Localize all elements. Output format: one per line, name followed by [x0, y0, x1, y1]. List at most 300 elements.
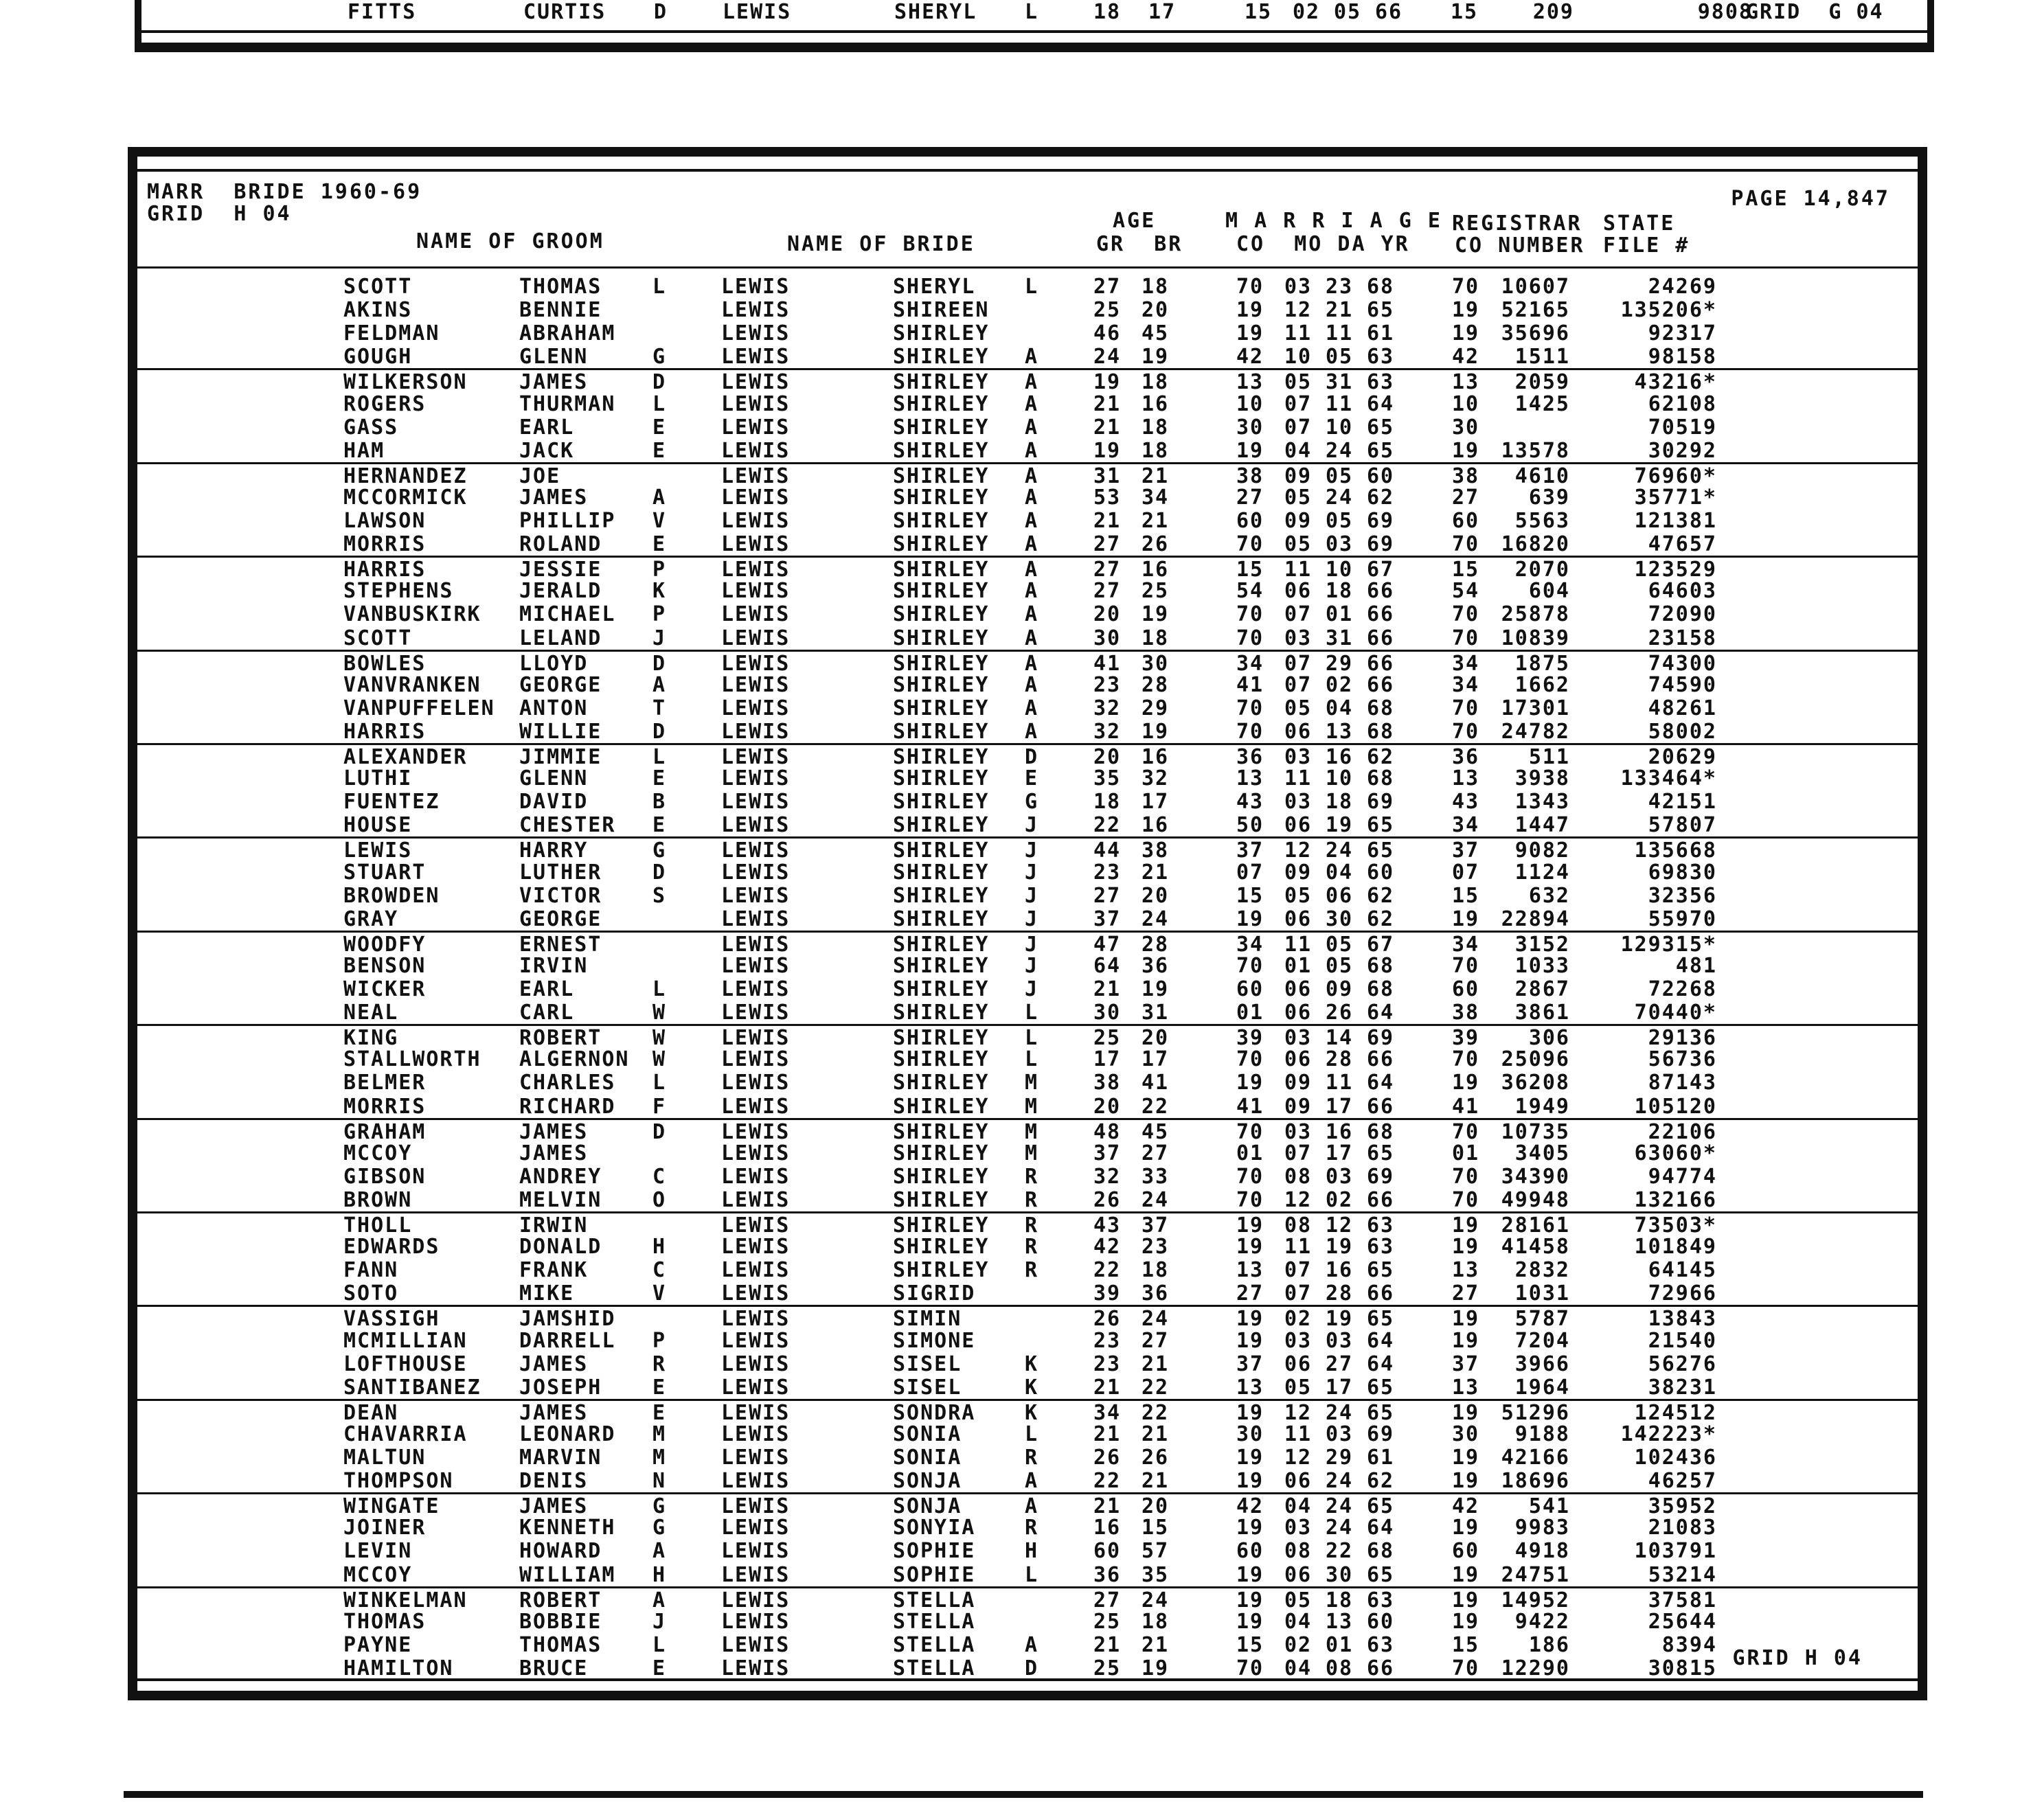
registrar-subheader: CO NUMBER	[1455, 233, 1585, 258]
table-row	[137, 1399, 1918, 1425]
header-rule	[137, 266, 1918, 269]
marriage-year: 65	[1367, 1141, 1395, 1165]
age-groom: 17	[1093, 1047, 1122, 1072]
bride-initial: H	[1025, 1539, 1039, 1564]
marriage-year: 60	[1367, 860, 1395, 885]
bride-surname: LEWIS	[721, 298, 791, 323]
bride-given-name: SHIRLEY	[893, 1026, 990, 1051]
registrar-number: 28161	[1501, 1213, 1570, 1238]
age-groom: 20	[1093, 1094, 1122, 1119]
marriage-year: 65	[1367, 1400, 1395, 1425]
bride-given-name: SHIRLEY	[893, 532, 990, 557]
registrar-county: 43	[1452, 790, 1480, 814]
registrar-number: 12290	[1501, 1656, 1570, 1680]
groom-given-name: IRVIN	[519, 953, 589, 978]
bride-surname: LEWIS	[721, 1307, 791, 1332]
bride-surname: LEWIS	[721, 932, 791, 957]
marriage-month: 07	[1284, 651, 1313, 676]
age-groom: 38	[1093, 1071, 1122, 1095]
marriage-county: 19	[1236, 1469, 1264, 1494]
marriage-day: 02	[1326, 1187, 1354, 1212]
groom-surname: GRAHAM	[343, 1119, 427, 1144]
registrar-number: 9983	[1514, 1516, 1570, 1540]
marriage-day: 24	[1326, 1494, 1354, 1519]
groom-given-name: CURTIS	[523, 0, 606, 24]
groom-given-name: JERALD	[519, 579, 602, 604]
registrar-county: 15	[1452, 558, 1480, 582]
bride-given-name: SHIRLEY	[893, 813, 990, 838]
age-groom: 27	[1093, 558, 1122, 582]
bride-surname: LEWIS	[721, 1539, 791, 1564]
age-groom: 19	[1093, 370, 1122, 395]
registrar-number: 209	[1532, 0, 1574, 24]
registrar-county: 13	[1452, 766, 1480, 791]
groom-initial: G	[652, 1494, 667, 1519]
table-row	[137, 1446, 1918, 1469]
groom-given-name: ABRAHAM	[519, 321, 616, 346]
marriage-day: 09	[1326, 977, 1354, 1001]
groom-initial: F	[652, 1094, 667, 1119]
groom-initial: R	[652, 1352, 667, 1376]
age-bride: 30	[1142, 651, 1170, 676]
marriage-county: 37	[1236, 839, 1264, 863]
registrar-county: 19	[1452, 1213, 1480, 1238]
bride-given-name: SIMONE	[893, 1328, 976, 1353]
groom-surname: SCOTT	[343, 626, 413, 650]
state-file-number: 73503*	[1634, 1213, 1717, 1238]
marriage-year: 65	[1367, 1562, 1395, 1587]
state-file-number: 8394	[1661, 1632, 1717, 1657]
bride-initial: A	[1025, 602, 1039, 627]
bride-initial: R	[1025, 1446, 1039, 1470]
marriage-month: 11	[1284, 1235, 1313, 1259]
groom-given-name: LLOYD	[519, 651, 589, 676]
age-groom: 22	[1093, 1258, 1122, 1283]
registrar-number: 24782	[1501, 719, 1570, 744]
groom-initial: L	[652, 1632, 667, 1657]
table-row	[137, 1258, 1918, 1281]
groom-given-name: PHILLIP	[519, 509, 616, 533]
marriage-day: 28	[1326, 1281, 1354, 1306]
marriage-year: 67	[1367, 932, 1395, 957]
bride-given-name: SISEL	[893, 1375, 962, 1400]
registrar-number: 5563	[1514, 509, 1570, 533]
state-file-number: 43216*	[1634, 370, 1717, 395]
age-groom: 23	[1093, 860, 1122, 885]
groom-surname: BOWLES	[343, 651, 427, 676]
age-bride: 21	[1142, 860, 1170, 885]
bride-surname: LEWIS	[721, 1047, 791, 1072]
bride-given-name: SHIRLEY	[893, 1071, 990, 1095]
age-bride: 20	[1142, 298, 1170, 323]
groom-given-name: GEORGE	[519, 672, 602, 697]
age-groom: 37	[1093, 906, 1122, 931]
registrar-county: 70	[1452, 626, 1480, 650]
marriage-month: 04	[1284, 1609, 1313, 1634]
groom-surname: VANBUSKIRK	[343, 602, 481, 627]
groom-initial: L	[652, 977, 667, 1001]
groom-initial: M	[652, 1422, 667, 1446]
registrar-number: 5787	[1514, 1307, 1570, 1332]
groom-initial: P	[652, 602, 667, 627]
bride-given-name: SHIRLEY	[893, 1235, 990, 1259]
marriage-day: 29	[1326, 1446, 1354, 1470]
age-groom: 26	[1093, 1446, 1122, 1470]
age-bride: 18	[1142, 415, 1170, 440]
marriage-day: 10	[1326, 415, 1354, 440]
groom-given-name: JESSIE	[519, 558, 602, 582]
marriage-day: 17	[1326, 1375, 1354, 1400]
bride-initial: A	[1025, 626, 1039, 650]
bride-surname: LEWIS	[721, 1281, 791, 1306]
marriage-county: 70	[1236, 1187, 1264, 1212]
state-file-number: 64603	[1648, 579, 1717, 604]
bride-surname: LEWIS	[721, 1258, 791, 1283]
bride-given-name: SHERYL	[893, 275, 976, 299]
registrar-number: 4610	[1514, 464, 1570, 488]
marriage-county: 19	[1236, 1213, 1264, 1238]
registrar-county: 19	[1452, 906, 1480, 931]
groom-given-name: GLENN	[519, 766, 589, 791]
groom-given-name: DENIS	[519, 1469, 589, 1494]
groom-surname: THOMPSON	[343, 1469, 454, 1494]
groom-initial: W	[652, 1026, 667, 1051]
groom-surname: AKINS	[343, 298, 413, 323]
state-file-number: 72268	[1648, 977, 1717, 1001]
bride-initial: A	[1025, 370, 1039, 395]
marriage-year: 66	[1367, 1047, 1395, 1072]
bride-surname: LEWIS	[721, 275, 791, 299]
registrar-county: 70	[1452, 1656, 1480, 1680]
bride-column-header: NAME OF BRIDE	[787, 232, 975, 256]
bride-initial: A	[1025, 532, 1039, 557]
registrar-number: 306	[1528, 1026, 1570, 1051]
marriage-year: 68	[1367, 766, 1395, 791]
registrar-number: 9422	[1514, 1609, 1570, 1634]
registrar-county: 70	[1452, 1119, 1480, 1144]
marriage-county: 70	[1236, 532, 1264, 557]
registrar-number: 541	[1528, 1494, 1570, 1519]
marriage-day: 13	[1326, 1609, 1354, 1634]
registrar-county: 19	[1452, 1469, 1480, 1494]
report-title: MARR BRIDE 1960-69	[147, 180, 422, 204]
groom-surname: BROWN	[343, 1187, 413, 1212]
groom-given-name: BENNIE	[519, 298, 602, 323]
bride-given-name: SHIRLEY	[893, 719, 990, 744]
table-row	[137, 1469, 1918, 1492]
bride-initial: L	[1025, 1001, 1039, 1025]
bride-given-name: SHIRLEY	[893, 1213, 990, 1238]
age-bride: 20	[1142, 1494, 1170, 1519]
age-groom: 44	[1093, 839, 1122, 863]
groom-initial: P	[652, 558, 667, 582]
marriage-year: 68	[1367, 1119, 1395, 1144]
groom-given-name: CARL	[519, 1001, 575, 1025]
page-inner-top-rule	[137, 169, 1918, 172]
marriage-year: 61	[1367, 321, 1395, 346]
bride-surname: LEWIS	[721, 532, 791, 557]
bride-initial: A	[1025, 579, 1039, 604]
marriage-day: 17	[1326, 1141, 1354, 1165]
registrar-county: 19	[1452, 438, 1480, 463]
bride-given-name: SHIRLEY	[893, 1047, 990, 1072]
bride-initial: R	[1025, 1213, 1039, 1238]
marriage-month: 05	[1284, 883, 1313, 908]
table-row	[137, 1281, 1918, 1305]
registrar-county: 15	[1452, 883, 1480, 908]
page-inner-bottom-rule	[137, 1678, 1918, 1681]
registrar-county: 37	[1452, 1352, 1480, 1376]
bride-initial: A	[1025, 558, 1039, 582]
groom-given-name: JACK	[519, 438, 575, 463]
bride-initial: A	[1025, 415, 1039, 440]
bride-initial: E	[1025, 766, 1039, 791]
marriage-year: 69	[1367, 532, 1395, 557]
state-file-number: 142223*	[1620, 1422, 1717, 1446]
marriage-county: 15	[1236, 883, 1264, 908]
bride-initial: K	[1025, 1375, 1039, 1400]
groom-given-name: BRUCE	[519, 1656, 589, 1680]
groom-surname: BELMER	[343, 1071, 427, 1095]
age-bride: 28	[1142, 932, 1170, 957]
marriage-county: 19	[1236, 1235, 1264, 1259]
marriage-year: 66	[1367, 1094, 1395, 1119]
marriage-year: 62	[1367, 1469, 1395, 1494]
bride-given-name: SHIRLEY	[893, 391, 990, 416]
marriage-day: 24	[1326, 1469, 1354, 1494]
age-bride: 17	[1142, 790, 1170, 814]
age-groom: 31	[1093, 464, 1122, 488]
table-row	[137, 486, 1918, 509]
marriage-day: 04	[1326, 860, 1354, 885]
groom-surname: WOODFY	[343, 932, 427, 957]
registrar-number: 2070	[1514, 558, 1570, 582]
groom-initial: T	[652, 696, 667, 720]
bride-initial: J	[1025, 813, 1039, 838]
groom-surname: CHAVARRIA	[343, 1422, 468, 1446]
bride-surname: LEWIS	[721, 1609, 791, 1634]
age-groom: 18	[1093, 0, 1122, 24]
age-bride: 33	[1142, 1164, 1170, 1189]
marriage-month: 05	[1284, 532, 1313, 557]
state-file-number: 135206*	[1620, 298, 1717, 323]
age-bride: 21	[1142, 509, 1170, 533]
marriage-year: 63	[1367, 1213, 1395, 1238]
bride-surname: LEWIS	[721, 790, 791, 814]
marriage-month: 03	[1284, 626, 1313, 650]
state-file-number: 24269	[1648, 275, 1717, 299]
groom-surname: HERNANDEZ	[343, 464, 468, 488]
groom-initial: H	[652, 1235, 667, 1259]
marriage-month: 11	[1284, 558, 1313, 582]
groom-given-name: DARRELL	[519, 1328, 616, 1353]
table-row	[137, 1516, 1918, 1539]
bride-surname: LEWIS	[721, 1375, 791, 1400]
age-bride: 36	[1142, 953, 1170, 978]
groom-column-header: NAME OF GROOM	[416, 229, 604, 253]
table-row	[137, 602, 1918, 626]
groom-initial: E	[652, 415, 667, 440]
groom-initial: S	[652, 883, 667, 908]
marriage-day: 02	[1326, 672, 1354, 697]
groom-surname: HAMILTON	[343, 1656, 454, 1680]
marriage-day: 03	[1326, 532, 1354, 557]
age-groom: 48	[1093, 1119, 1122, 1144]
bride-given-name: SHERYL	[894, 0, 977, 24]
marriage-month: 10	[1284, 345, 1313, 369]
groom-surname: GASS	[343, 415, 399, 440]
marriage-county: 19	[1236, 1071, 1264, 1095]
state-file-number: 53214	[1648, 1562, 1717, 1587]
table-row	[137, 954, 1918, 977]
registrar-county: 60	[1452, 977, 1480, 1001]
groom-given-name: DAVID	[519, 790, 589, 814]
registrar-number: 36208	[1501, 1071, 1570, 1095]
registrar-number: 18696	[1501, 1469, 1570, 1494]
marriage-month: 03	[1284, 1026, 1313, 1051]
groom-surname: MCCOY	[343, 1141, 413, 1165]
table-row	[137, 1188, 1918, 1211]
groom-surname: LAWSON	[343, 509, 427, 533]
groom-surname: THOLL	[343, 1213, 413, 1238]
age-groom: 30	[1093, 1001, 1122, 1025]
groom-given-name: VICTOR	[519, 883, 602, 908]
age-groom: 19	[1093, 438, 1122, 463]
marriage-county: 41	[1236, 1094, 1264, 1119]
bride-given-name: STELLA	[893, 1609, 976, 1634]
state-file-number: 21083	[1648, 1516, 1717, 1540]
state-file-number: 9808	[1697, 0, 1753, 24]
bride-surname: LEWIS	[721, 672, 791, 697]
groom-initial: G	[652, 1516, 667, 1540]
marriage-day: 05	[1326, 345, 1354, 369]
marriage-month: 12	[1284, 1400, 1313, 1425]
state-file-number: 72090	[1648, 602, 1717, 627]
state-file-number: 25644	[1648, 1609, 1717, 1634]
bride-given-name: SHIRLEY	[893, 438, 990, 463]
groom-surname: NEAL	[343, 1001, 399, 1025]
groom-given-name: EARL	[519, 977, 575, 1001]
bride-given-name: SHIRLEY	[893, 651, 990, 676]
bride-given-name: SHIRLEY	[893, 1187, 990, 1212]
bride-given-name: SHIRLEY	[893, 672, 990, 697]
marriage-day: 22	[1326, 1539, 1354, 1564]
bride-surname: LEWIS	[721, 1400, 791, 1425]
marriage-county: 34	[1236, 932, 1264, 957]
age-groom: 26	[1093, 1187, 1122, 1212]
bride-initial: L	[1025, 1422, 1039, 1446]
age-groom: 25	[1093, 1656, 1122, 1680]
state-file-number: 56276	[1648, 1352, 1717, 1376]
marriage-month: 11	[1284, 1422, 1313, 1446]
groom-initial: D	[652, 860, 667, 885]
age-groom: 27	[1093, 1588, 1122, 1612]
bride-given-name: SONYIA	[893, 1516, 976, 1540]
groom-given-name: THOMAS	[519, 275, 602, 299]
groom-given-name: CHARLES	[519, 1071, 616, 1095]
registrar-number: 3861	[1514, 1001, 1570, 1025]
state-file-number: 76960*	[1634, 464, 1717, 488]
marriage-month: 02	[1284, 1632, 1313, 1657]
groom-surname: WILKERSON	[343, 370, 468, 395]
registrar-number: 17301	[1501, 696, 1570, 720]
age-groom: 24	[1093, 345, 1122, 369]
groom-given-name: MELVIN	[519, 1187, 602, 1212]
marriage-day: 27	[1326, 1352, 1354, 1376]
table-row	[137, 696, 1918, 720]
table-row	[137, 1047, 1918, 1071]
marriage-year: 63	[1367, 1632, 1395, 1657]
bride-surname: LEWIS	[721, 602, 791, 627]
registrar-number: 1343	[1514, 790, 1570, 814]
table-row	[137, 532, 1918, 556]
groom-surname: VASSIGH	[343, 1307, 440, 1332]
age-bride: 25	[1142, 579, 1170, 604]
registrar-county: 13	[1452, 1258, 1480, 1283]
marriage-day: 18	[1326, 1588, 1354, 1612]
state-file-number: 133464*	[1620, 766, 1717, 791]
groom-surname: WICKER	[343, 977, 427, 1001]
bride-initial: A	[1025, 464, 1039, 488]
state-file-number: 35952	[1648, 1494, 1717, 1519]
age-bride: 19	[1142, 977, 1170, 1001]
bride-initial: A	[1025, 345, 1039, 369]
grid-label: GRID H 04	[147, 202, 292, 226]
table-row	[137, 275, 1918, 298]
age-groom: 39	[1093, 1281, 1122, 1306]
state-file-number: 46257	[1648, 1469, 1717, 1494]
bride-surname: LEWIS	[721, 839, 791, 863]
marriage-year: 68	[1367, 977, 1395, 1001]
bride-surname: LEWIS	[721, 558, 791, 582]
registrar-number: 2059	[1514, 370, 1570, 395]
marriage-month: 06	[1284, 1047, 1313, 1072]
registrar-number: 51296	[1501, 1400, 1570, 1425]
groom-surname: LEWIS	[343, 839, 413, 863]
age-groom: 22	[1093, 1469, 1122, 1494]
age-groom: 18	[1093, 790, 1122, 814]
registrar-number: 42166	[1501, 1446, 1570, 1470]
marriage-month: 12	[1284, 1187, 1313, 1212]
grid-footer: GRID H 04	[1732, 1646, 1863, 1670]
age-bride: 15	[1142, 1516, 1170, 1540]
state-file-number: 47657	[1648, 532, 1717, 557]
marriage-county: 19	[1236, 1328, 1264, 1353]
groom-initial: A	[652, 1539, 667, 1564]
groom-given-name: THURMAN	[519, 391, 616, 416]
age-bride: 38	[1142, 839, 1170, 863]
marriage-county: 13	[1236, 766, 1264, 791]
age-bride: 24	[1142, 1187, 1170, 1212]
marriage-county: 19	[1236, 1400, 1264, 1425]
state-file-number: 70440*	[1634, 1001, 1717, 1025]
marriage-county: 15	[1236, 558, 1264, 582]
table-row	[137, 860, 1918, 884]
marriage-day: 03	[1326, 1164, 1354, 1189]
groom-given-name: RICHARD	[519, 1094, 616, 1119]
state-file-number: 102436	[1634, 1446, 1717, 1470]
registrar-county: 70	[1452, 1164, 1480, 1189]
groom-surname: MORRIS	[343, 532, 427, 557]
bride-given-name: SONJA	[893, 1469, 962, 1494]
marriage-day: 30	[1326, 906, 1354, 931]
state-subheader: FILE #	[1603, 233, 1690, 258]
groom-surname: SANTIBANEZ	[343, 1375, 481, 1400]
marriage-county: 01	[1236, 1001, 1264, 1025]
groom-initial: B	[652, 790, 667, 814]
groom-surname: MCMILLIAN	[343, 1328, 468, 1353]
registrar-number: 24751	[1501, 1562, 1570, 1587]
